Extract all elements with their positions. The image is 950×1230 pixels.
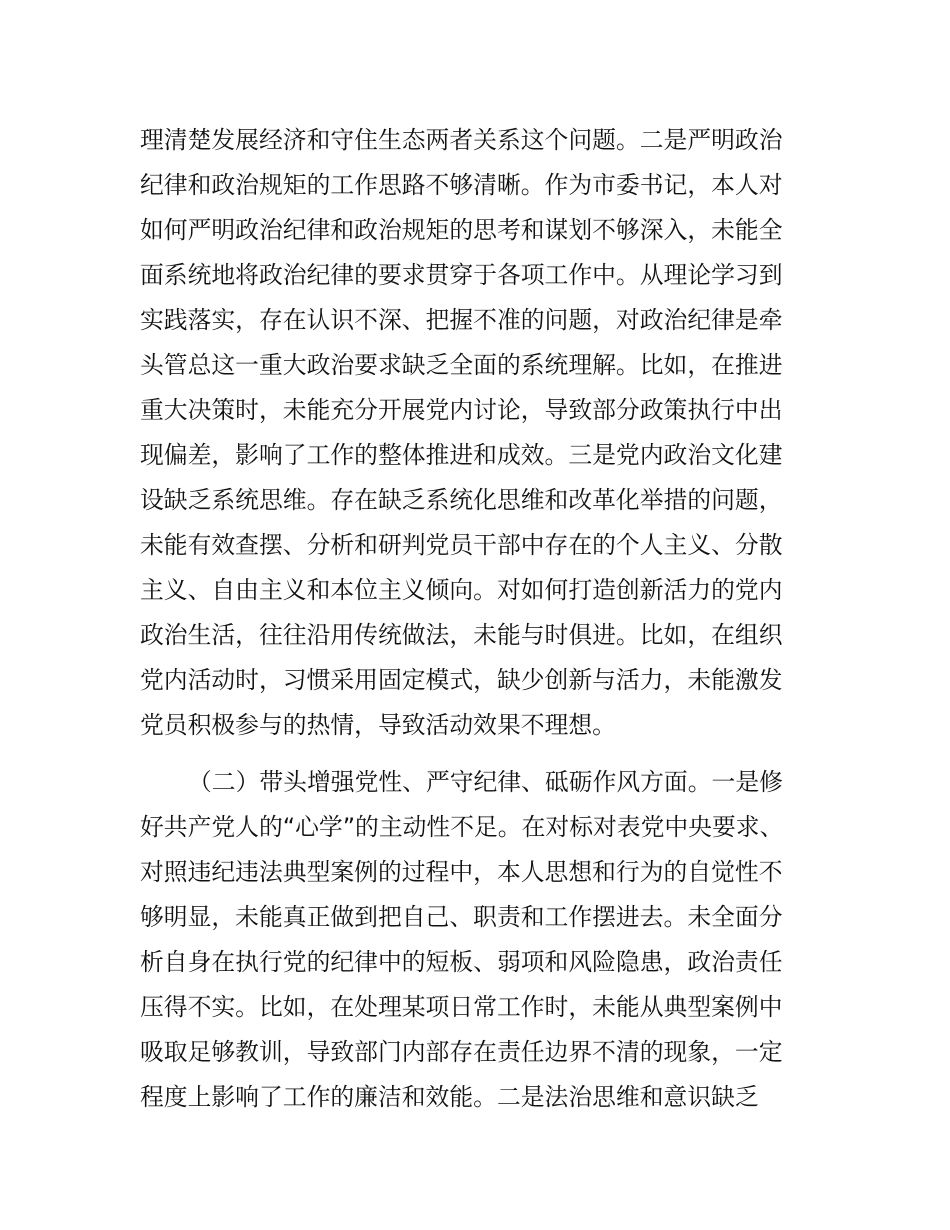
text-line: 头管总这一重大政治要求缺乏全面的系统理解。比如，在推进 [140, 351, 783, 379]
text-line: 理清楚发展经济和守住生态两者关系这个问题。二是严明政治 [140, 126, 783, 154]
text-line: 设缺乏系统思维。存在缺乏系统化思维和改革化举措的问题， [140, 486, 783, 514]
document-body [140, 118, 820, 1120]
text-line: 党员积极参与的热情，导致活动效果不理想。 [140, 711, 616, 739]
text-line: 对照违纪违法典型案例的过程中，本人思想和行为的自觉性不 [140, 858, 783, 886]
text-line-indented: （二）带头增强党性、严守纪律、砥砺作风方面。一是修 [188, 768, 783, 796]
text-line: 析自身在执行党的纪律中的短板、弱项和风险隐患，政治责任 [140, 948, 783, 976]
paragraph-1 [140, 118, 820, 748]
text-line: 纪律和政治规矩的工作思路不够清晰。作为市委书记，本人对 [140, 171, 783, 199]
text-line: 政治生活，往往沿用传统做法，未能与时俱进。比如，在组织 [140, 621, 783, 649]
text-line: 好共产党人的“心学”的主动性不足。在对标对表党中央要求、 [140, 813, 784, 841]
text-line: 程度上影响了工作的廉洁和效能。二是法治思维和意识缺乏 [140, 1083, 759, 1111]
text-line: 面系统地将政治纪律的要求贯穿于各项工作中。从理论学习到 [140, 261, 783, 289]
text-line: 够明显，未能真正做到把自己、职责和工作摆进去。未全面分 [140, 903, 783, 931]
paragraph-spacer [140, 748, 820, 760]
text-line: 党内活动时，习惯采用固定模式，缺少创新与活力，未能激发 [140, 666, 783, 694]
text-line: 如何严明政治纪律和政治规矩的思考和谋划不够深入，未能全 [140, 216, 783, 244]
text-line: 未能有效查摆、分析和研判党员干部中存在的个人主义、分散 [140, 531, 783, 559]
text-line: 压得不实。比如，在处理某项日常工作时，未能从典型案例中 [140, 993, 783, 1021]
text-line: 主义、自由主义和本位主义倾向。对如何打造创新活力的党内 [140, 576, 783, 604]
text-line: 重大决策时，未能充分开展党内讨论，导致部分政策执行中出 [140, 396, 783, 424]
text-line: 现偏差，影响了工作的整体推进和成效。三是党内政治文化建 [140, 441, 783, 469]
paragraph-2 [140, 760, 820, 1120]
text-line: 实践落实，存在认识不深、把握不准的问题，对政治纪律是牵 [140, 306, 783, 334]
text-line: 吸取足够教训，导致部门内部存在责任边界不清的现象，一定 [140, 1038, 783, 1066]
